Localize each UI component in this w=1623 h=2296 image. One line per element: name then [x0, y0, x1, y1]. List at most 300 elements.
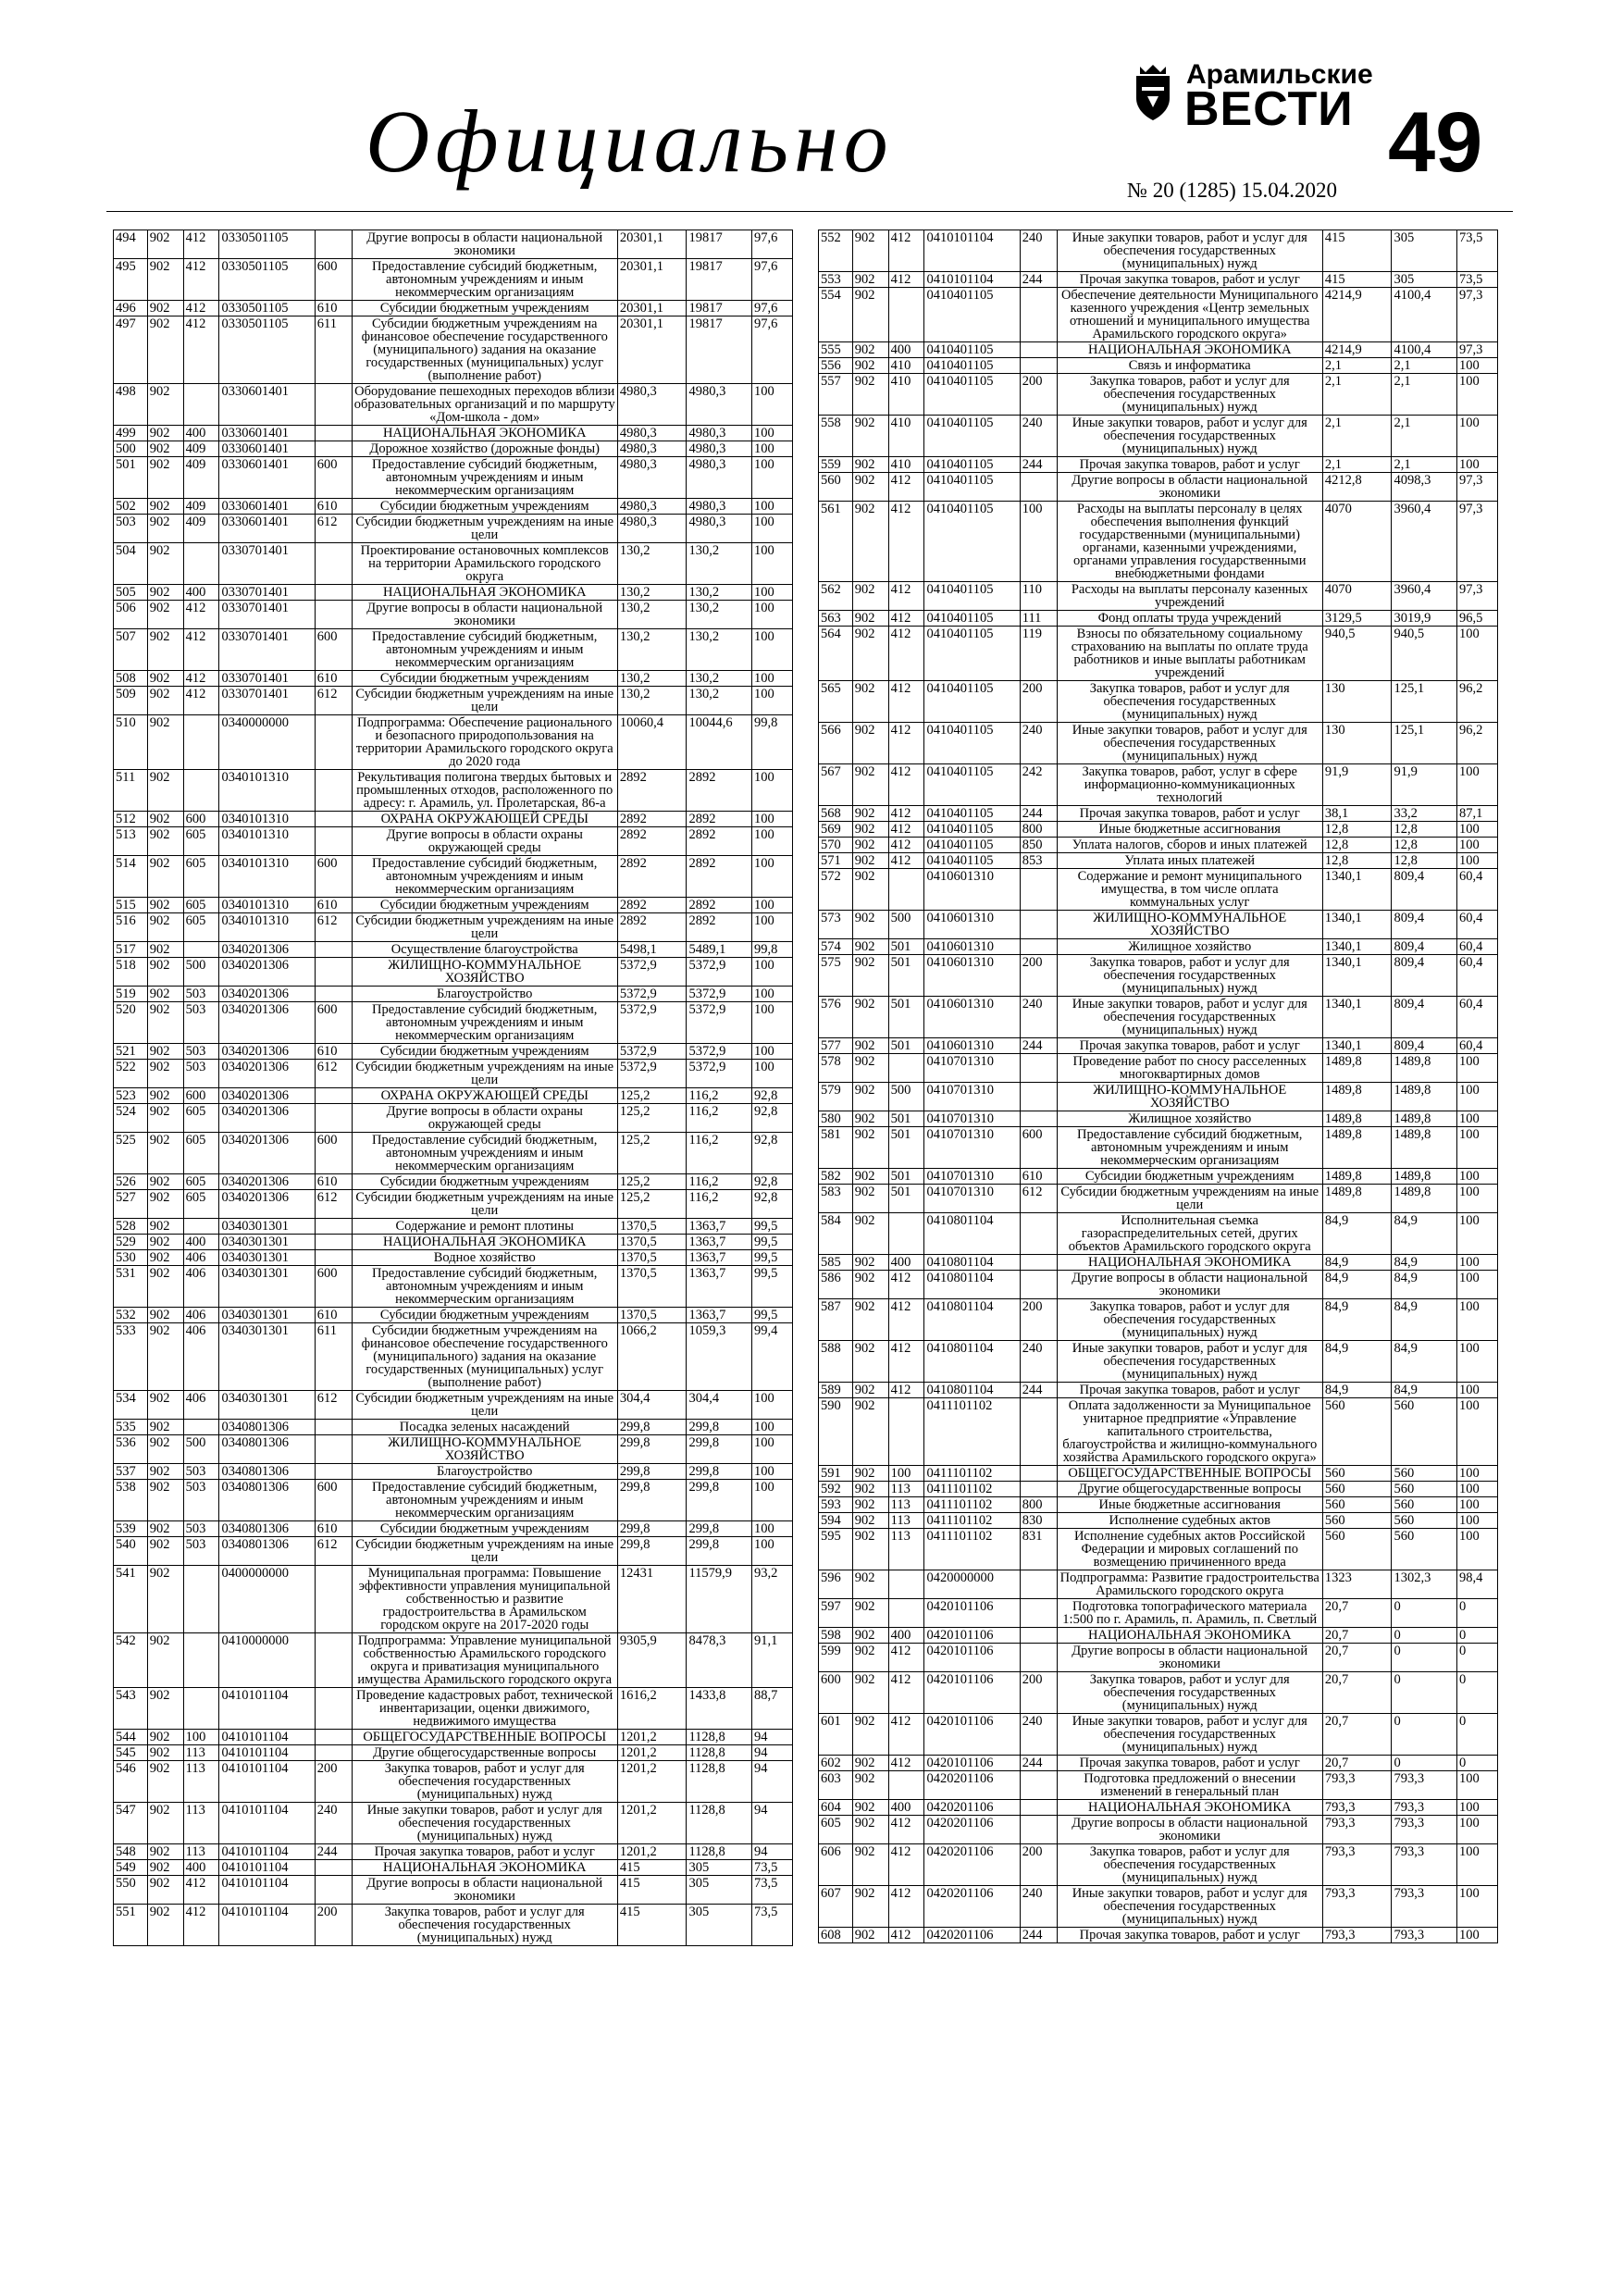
expense-type-cell: 244 — [1020, 1928, 1057, 1943]
section-code-cell: 113 — [183, 1844, 219, 1860]
row-number-cell: 597 — [819, 1599, 853, 1628]
section-code-cell: 412 — [888, 1756, 924, 1771]
table-row — [819, 416, 1498, 457]
actual-amount-cell: 4980,3 — [687, 441, 752, 457]
actual-amount-cell: 3960,4 — [1392, 502, 1457, 582]
ministry-code-cell: 902 — [147, 1420, 183, 1435]
section-code-cell — [183, 543, 219, 585]
percent-cell: 94 — [752, 1803, 793, 1844]
planned-amount-cell: 4070 — [1322, 502, 1392, 582]
actual-amount-cell: 940,5 — [1392, 627, 1457, 681]
percent-cell: 100 — [752, 1391, 793, 1420]
actual-amount-cell: 1489,8 — [1392, 1127, 1457, 1169]
ministry-code-cell: 902 — [852, 582, 888, 611]
table-row — [114, 601, 793, 629]
percent-cell: 100 — [752, 913, 793, 942]
target-article-cell: 0410401105 — [924, 582, 1020, 611]
target-article-cell: 0340301301 — [219, 1235, 315, 1250]
expense-type-cell — [315, 441, 352, 457]
section-code-cell: 409 — [183, 499, 219, 515]
row-number-cell: 572 — [819, 869, 853, 911]
row-number-cell: 526 — [114, 1174, 148, 1190]
row-number-cell: 587 — [819, 1299, 853, 1341]
percent-cell: 100 — [752, 585, 793, 601]
planned-amount-cell: 20301,1 — [617, 316, 687, 384]
section-code-cell: 412 — [888, 1844, 924, 1886]
target-article-cell: 0410101104 — [219, 1745, 315, 1761]
expense-type-cell: 612 — [315, 1060, 352, 1088]
target-article-cell: 0410801104 — [924, 1341, 1020, 1383]
expense-name-cell: Уплата налогов, сборов и иных платежей — [1057, 838, 1322, 853]
planned-amount-cell: 130 — [1322, 723, 1392, 764]
expense-name-cell: Оплата задолженности за Муниципальное унитарное предприятие «Управление капитального строительства, благоустройства и жилищно-коммунального хозяйства Арамильского городского округа» — [1057, 1398, 1322, 1466]
ministry-code-cell: 902 — [147, 913, 183, 942]
target-article-cell: 0340101310 — [219, 770, 315, 812]
percent-cell: 0 — [1457, 1628, 1498, 1644]
actual-amount-cell: 4100,4 — [1392, 288, 1457, 342]
section-code-cell: 412 — [888, 1271, 924, 1299]
row-number-cell: 540 — [114, 1537, 148, 1566]
ministry-code-cell: 902 — [147, 1235, 183, 1250]
ministry-code-cell: 902 — [852, 1886, 888, 1928]
actual-amount-cell: 4980,3 — [687, 457, 752, 499]
section-code-cell: 412 — [888, 681, 924, 723]
planned-amount-cell: 12,8 — [1322, 838, 1392, 853]
row-number-cell: 567 — [819, 764, 853, 806]
ministry-code-cell: 902 — [852, 838, 888, 853]
ministry-code-cell: 902 — [147, 1174, 183, 1190]
target-article-cell: 0340301301 — [219, 1250, 315, 1266]
target-article-cell: 0410000000 — [219, 1633, 315, 1688]
planned-amount-cell: 5372,9 — [617, 958, 687, 987]
percent-cell: 91,1 — [752, 1633, 793, 1688]
target-article-cell: 0410401105 — [924, 457, 1020, 473]
row-number-cell: 571 — [819, 853, 853, 869]
target-article-cell: 0340201306 — [219, 1088, 315, 1104]
expense-name-cell: НАЦИОНАЛЬНАЯ ЭКОНОМИКА — [1057, 1800, 1322, 1816]
ministry-code-cell: 902 — [852, 1672, 888, 1714]
ministry-code-cell: 902 — [147, 1219, 183, 1235]
target-article-cell: 0410701310 — [924, 1111, 1020, 1127]
issue-number-date: № 20 (1285) 15.04.2020 — [1127, 179, 1338, 202]
planned-amount-cell: 1323 — [1322, 1570, 1392, 1599]
planned-amount-cell: 793,3 — [1322, 1928, 1392, 1943]
ministry-code-cell: 902 — [852, 1341, 888, 1383]
expense-name-cell: Прочая закупка товаров, работ и услуг — [1057, 1756, 1322, 1771]
planned-amount-cell: 125,2 — [617, 1104, 687, 1133]
section-code-cell: 412 — [888, 272, 924, 288]
target-article-cell: 0340101310 — [219, 827, 315, 856]
table-row — [819, 1800, 1498, 1816]
table-row — [819, 1341, 1498, 1383]
expense-name-cell: Другие вопросы в области охраны окружающей среды — [352, 827, 617, 856]
planned-amount-cell: 38,1 — [1322, 806, 1392, 822]
row-number-cell: 508 — [114, 671, 148, 687]
percent-cell: 100 — [1457, 1213, 1498, 1255]
actual-amount-cell: 809,4 — [1392, 997, 1457, 1038]
row-number-cell: 521 — [114, 1044, 148, 1060]
target-article-cell: 0420101106 — [924, 1672, 1020, 1714]
percent-cell: 99,5 — [752, 1250, 793, 1266]
section-code-cell: 412 — [888, 1928, 924, 1943]
row-number-cell: 596 — [819, 1570, 853, 1599]
ministry-code-cell: 902 — [852, 911, 888, 939]
target-article-cell: 0340301301 — [219, 1219, 315, 1235]
expense-type-cell — [1020, 1466, 1057, 1482]
table-row — [819, 1529, 1498, 1570]
actual-amount-cell: 1363,7 — [687, 1235, 752, 1250]
expense-name-cell: Субсидии бюджетным учреждениям — [352, 1174, 617, 1190]
row-number-cell: 601 — [819, 1714, 853, 1756]
table-row — [819, 1398, 1498, 1466]
ministry-code-cell: 902 — [147, 316, 183, 384]
target-article-cell: 0340801306 — [219, 1480, 315, 1521]
target-article-cell: 0410701310 — [924, 1127, 1020, 1169]
percent-cell: 60,4 — [1457, 911, 1498, 939]
actual-amount-cell: 12,8 — [1392, 838, 1457, 853]
row-number-cell: 514 — [114, 856, 148, 898]
section-code-cell: 412 — [888, 822, 924, 838]
planned-amount-cell: 5372,9 — [617, 1002, 687, 1044]
section-code-cell: 412 — [183, 1905, 219, 1946]
planned-amount-cell: 20,7 — [1322, 1672, 1392, 1714]
section-code-cell: 412 — [183, 301, 219, 316]
target-article-cell: 0340101310 — [219, 812, 315, 827]
section-code-cell: 400 — [183, 426, 219, 441]
expense-type-cell: 244 — [1020, 1756, 1057, 1771]
ministry-code-cell: 902 — [147, 1688, 183, 1730]
header-rule — [106, 211, 1513, 212]
planned-amount-cell: 299,8 — [617, 1537, 687, 1566]
expense-type-cell: 600 — [315, 1133, 352, 1174]
row-number-cell: 595 — [819, 1529, 853, 1570]
table-row — [819, 1844, 1498, 1886]
section-code-cell — [183, 384, 219, 426]
section-code-cell: 600 — [183, 812, 219, 827]
target-article-cell: 0340801306 — [219, 1435, 315, 1464]
ministry-code-cell: 902 — [147, 1633, 183, 1688]
actual-amount-cell: 5489,1 — [687, 942, 752, 958]
ministry-code-cell: 902 — [147, 1190, 183, 1219]
table-row — [114, 543, 793, 585]
expense-name-cell: Закупка товаров, работ и услуг для обеспечения государственных (муниципальных) нужд — [1057, 681, 1322, 723]
row-number-cell: 607 — [819, 1886, 853, 1928]
table-row — [819, 681, 1498, 723]
section-code-cell: 400 — [183, 585, 219, 601]
section-code-cell: 605 — [183, 856, 219, 898]
percent-cell: 100 — [1457, 1513, 1498, 1529]
percent-cell: 100 — [1457, 1083, 1498, 1111]
actual-amount-cell: 560 — [1392, 1482, 1457, 1497]
table-row — [114, 1308, 793, 1323]
table-row — [114, 629, 793, 671]
table-row — [114, 687, 793, 715]
actual-amount-cell: 793,3 — [1392, 1886, 1457, 1928]
ministry-code-cell: 902 — [852, 723, 888, 764]
expense-name-cell: Субсидии бюджетным учреждениям на иные цели — [352, 515, 617, 543]
expense-type-cell — [1020, 473, 1057, 502]
ministry-code-cell: 902 — [852, 230, 888, 272]
section-code-cell: 503 — [183, 1044, 219, 1060]
actual-amount-cell: 2892 — [687, 812, 752, 827]
row-number-cell: 533 — [114, 1323, 148, 1391]
ministry-code-cell: 902 — [147, 585, 183, 601]
percent-cell: 97,6 — [752, 259, 793, 301]
table-row — [114, 1104, 793, 1133]
table-row — [819, 911, 1498, 939]
expense-type-cell: 200 — [1020, 1844, 1057, 1886]
right-column — [818, 230, 1498, 1943]
ministry-code-cell: 902 — [852, 1127, 888, 1169]
actual-amount-cell: 299,8 — [687, 1435, 752, 1464]
expense-type-cell: 600 — [315, 1480, 352, 1521]
section-code-cell: 605 — [183, 913, 219, 942]
table-row — [819, 1255, 1498, 1271]
target-article-cell: 0330501105 — [219, 259, 315, 301]
actual-amount-cell: 125,1 — [1392, 723, 1457, 764]
expense-name-cell: Расходы на выплаты персоналу казенных учреждений — [1057, 582, 1322, 611]
section-code-cell — [183, 770, 219, 812]
actual-amount-cell: 130,2 — [687, 671, 752, 687]
expense-type-cell: 610 — [315, 1174, 352, 1190]
expense-type-cell: 610 — [315, 1521, 352, 1537]
target-article-cell: 0410701310 — [924, 1054, 1020, 1083]
expense-name-cell: Закупка товаров, работ, услуг в сфере информационно-коммуникационных технологий — [1057, 764, 1322, 806]
target-article-cell: 0411101102 — [924, 1482, 1020, 1497]
row-number-cell: 524 — [114, 1104, 148, 1133]
target-article-cell: 0411101102 — [924, 1466, 1020, 1482]
ministry-code-cell: 902 — [147, 384, 183, 426]
expense-type-cell — [315, 1088, 352, 1104]
ministry-code-cell: 902 — [852, 627, 888, 681]
table-row — [819, 627, 1498, 681]
expense-name-cell: Другие вопросы в области национальной экономики — [352, 1876, 617, 1905]
expense-type-cell — [315, 230, 352, 259]
expense-name-cell: Закупка товаров, работ и услуг для обеспечения государственных (муниципальных) нужд — [1057, 1299, 1322, 1341]
planned-amount-cell: 793,3 — [1322, 1816, 1392, 1844]
section-code-cell: 400 — [888, 342, 924, 358]
ministry-code-cell: 902 — [147, 629, 183, 671]
row-number-cell: 539 — [114, 1521, 148, 1537]
expense-type-cell — [1020, 1083, 1057, 1111]
expense-type-cell — [1020, 358, 1057, 374]
expense-name-cell: Взносы по обязательному социальному страхованию на выплаты по оплате труда работников и иные выплаты работникам учреждений — [1057, 627, 1322, 681]
percent-cell: 100 — [752, 1464, 793, 1480]
planned-amount-cell: 5372,9 — [617, 987, 687, 1002]
percent-cell: 94 — [752, 1745, 793, 1761]
expense-type-cell: 612 — [315, 687, 352, 715]
target-article-cell: 0340201306 — [219, 1060, 315, 1088]
expense-name-cell: ЖИЛИЩНО-КОММУНАЛЬНОЕ ХОЗЯЙСТВО — [1057, 1083, 1322, 1111]
expense-name-cell: Другие вопросы в области национальной экономики — [1057, 1271, 1322, 1299]
section-code-cell: 412 — [888, 853, 924, 869]
section-code-cell: 412 — [183, 230, 219, 259]
section-code-cell: 113 — [888, 1513, 924, 1529]
target-article-cell: 0410101104 — [219, 1730, 315, 1745]
table-row — [114, 230, 793, 259]
expense-name-cell: Расходы на выплаты персоналу в целях обеспечения выполнения функций государственными (муниципальными) органами, казенными учреждениями, органами управления государственными внебюджетными фондами — [1057, 502, 1322, 582]
percent-cell: 100 — [752, 812, 793, 827]
percent-cell: 100 — [752, 671, 793, 687]
target-article-cell: 0420101106 — [924, 1644, 1020, 1672]
expense-type-cell — [1020, 342, 1057, 358]
target-article-cell: 0330601401 — [219, 384, 315, 426]
row-number-cell: 591 — [819, 1466, 853, 1482]
coat-of-arms-icon — [1129, 63, 1177, 122]
expense-type-cell — [1020, 1771, 1057, 1800]
expense-name-cell: Закупка товаров, работ и услуг для обеспечения государственных (муниципальных) нужд — [1057, 955, 1322, 997]
table-row — [819, 1672, 1498, 1714]
ministry-code-cell: 902 — [852, 764, 888, 806]
expense-type-cell: 600 — [315, 457, 352, 499]
percent-cell: 73,5 — [752, 1860, 793, 1876]
ministry-code-cell: 902 — [852, 473, 888, 502]
percent-cell: 73,5 — [752, 1905, 793, 1946]
expense-name-cell: Осуществление благоустройства — [352, 942, 617, 958]
percent-cell: 100 — [1457, 1341, 1498, 1383]
percent-cell: 100 — [1457, 1529, 1498, 1570]
expense-name-cell: Рекультивация полигона твердых бытовых и промышленных отходов, расположенного по адресу: г. Арамиль, ул. Пролетарская, 86-а — [352, 770, 617, 812]
expense-type-cell: 244 — [315, 1844, 352, 1860]
budget-table-right — [818, 230, 1498, 1943]
actual-amount-cell: 304,4 — [687, 1391, 752, 1420]
actual-amount-cell: 19817 — [687, 316, 752, 384]
percent-cell: 99,5 — [752, 1235, 793, 1250]
expense-type-cell: 200 — [1020, 955, 1057, 997]
table-row — [114, 384, 793, 426]
actual-amount-cell: 5372,9 — [687, 1044, 752, 1060]
expense-name-cell: Другие общегосударственные вопросы — [352, 1745, 617, 1761]
target-article-cell: 0411101102 — [924, 1513, 1020, 1529]
row-number-cell: 605 — [819, 1816, 853, 1844]
target-article-cell: 0340201306 — [219, 1190, 315, 1219]
table-row — [114, 812, 793, 827]
actual-amount-cell: 793,3 — [1392, 1771, 1457, 1800]
target-article-cell: 0340000000 — [219, 715, 315, 770]
row-number-cell: 554 — [819, 288, 853, 342]
percent-cell: 100 — [1457, 1771, 1498, 1800]
planned-amount-cell: 1489,8 — [1322, 1083, 1392, 1111]
expense-type-cell — [1020, 1398, 1057, 1466]
actual-amount-cell: 560 — [1392, 1529, 1457, 1570]
actual-amount-cell: 4098,3 — [1392, 473, 1457, 502]
left-column — [113, 230, 793, 1946]
planned-amount-cell: 84,9 — [1322, 1341, 1392, 1383]
target-article-cell: 0411101102 — [924, 1398, 1020, 1466]
expense-name-cell: Закупка товаров, работ и услуг для обеспечения государственных (муниципальных) нужд — [352, 1761, 617, 1803]
expense-type-cell — [315, 601, 352, 629]
target-article-cell: 0410401105 — [924, 358, 1020, 374]
actual-amount-cell: 84,9 — [1392, 1271, 1457, 1299]
expense-name-cell: Прочая закупка товаров, работ и услуг — [1057, 272, 1322, 288]
planned-amount-cell: 130,2 — [617, 629, 687, 671]
planned-amount-cell: 20,7 — [1322, 1599, 1392, 1628]
target-article-cell: 0340201306 — [219, 1104, 315, 1133]
row-number-cell: 517 — [114, 942, 148, 958]
row-number-cell: 564 — [819, 627, 853, 681]
ministry-code-cell: 902 — [147, 856, 183, 898]
row-number-cell: 576 — [819, 997, 853, 1038]
target-article-cell: 0330701401 — [219, 585, 315, 601]
ministry-code-cell: 902 — [852, 457, 888, 473]
table-row — [819, 374, 1498, 416]
expense-name-cell: НАЦИОНАЛЬНАЯ ЭКОНОМИКА — [1057, 1255, 1322, 1271]
expense-name-cell: Подготовка предложений о внесении изменений в генеральный план — [1057, 1771, 1322, 1800]
brand-name-top: Арамильские — [1186, 59, 1373, 90]
actual-amount-cell: 5372,9 — [687, 1002, 752, 1044]
table-row — [819, 1185, 1498, 1213]
expense-type-cell: 611 — [315, 1323, 352, 1391]
row-number-cell: 557 — [819, 374, 853, 416]
row-number-cell: 603 — [819, 1771, 853, 1800]
row-number-cell: 555 — [819, 342, 853, 358]
expense-name-cell: Субсидии бюджетным учреждениям на иные цели — [352, 1537, 617, 1566]
percent-cell: 100 — [1457, 374, 1498, 416]
planned-amount-cell: 1370,5 — [617, 1235, 687, 1250]
table-row — [114, 671, 793, 687]
planned-amount-cell: 299,8 — [617, 1480, 687, 1521]
actual-amount-cell: 2892 — [687, 770, 752, 812]
expense-type-cell: 850 — [1020, 838, 1057, 853]
section-code-cell — [183, 1688, 219, 1730]
target-article-cell: 0420201106 — [924, 1800, 1020, 1816]
row-number-cell: 548 — [114, 1844, 148, 1860]
row-number-cell: 588 — [819, 1341, 853, 1383]
expense-type-cell — [315, 1876, 352, 1905]
expense-name-cell: ЖИЛИЩНО-КОММУНАЛЬНОЕ ХОЗЯЙСТВО — [1057, 911, 1322, 939]
planned-amount-cell: 1340,1 — [1322, 1038, 1392, 1054]
target-article-cell: 0340201306 — [219, 1133, 315, 1174]
section-code-cell: 501 — [888, 939, 924, 955]
planned-amount-cell: 4214,9 — [1322, 342, 1392, 358]
expense-type-cell — [315, 1745, 352, 1761]
table-row — [819, 1714, 1498, 1756]
row-number-cell: 563 — [819, 611, 853, 627]
expense-name-cell: Исполнение судебных актов Российской Федерации и мировых соглашений по возмещению причиненного вреда — [1057, 1529, 1322, 1570]
ministry-code-cell: 902 — [147, 1480, 183, 1521]
percent-cell: 97,6 — [752, 301, 793, 316]
actual-amount-cell: 116,2 — [687, 1088, 752, 1104]
expense-name-cell: Другие общегосударственные вопросы — [1057, 1482, 1322, 1497]
planned-amount-cell: 84,9 — [1322, 1255, 1392, 1271]
row-number-cell: 606 — [819, 1844, 853, 1886]
planned-amount-cell: 2892 — [617, 812, 687, 827]
planned-amount-cell: 560 — [1322, 1529, 1392, 1570]
actual-amount-cell: 0 — [1392, 1756, 1457, 1771]
row-number-cell: 520 — [114, 1002, 148, 1044]
expense-type-cell — [1020, 1255, 1057, 1271]
planned-amount-cell: 2892 — [617, 856, 687, 898]
actual-amount-cell: 5372,9 — [687, 958, 752, 987]
table-row — [114, 426, 793, 441]
actual-amount-cell: 19817 — [687, 301, 752, 316]
percent-cell: 92,8 — [752, 1133, 793, 1174]
row-number-cell: 579 — [819, 1083, 853, 1111]
row-number-cell: 498 — [114, 384, 148, 426]
section-code-cell: 501 — [888, 1185, 924, 1213]
planned-amount-cell: 84,9 — [1322, 1383, 1392, 1398]
expense-name-cell: Подготовка топографического материала 1:500 по г. Арамиль, п. Арамиль, п. Светлый — [1057, 1599, 1322, 1628]
actual-amount-cell: 1363,7 — [687, 1266, 752, 1308]
target-article-cell: 0410101104 — [219, 1860, 315, 1876]
table-row — [114, 1876, 793, 1905]
section-rubric: Официально — [365, 92, 894, 191]
planned-amount-cell: 1340,1 — [1322, 939, 1392, 955]
target-article-cell: 0330701401 — [219, 687, 315, 715]
expense-name-cell: Предоставление субсидий бюджетным, автономным учреждениям и иным некоммерческим организациям — [352, 856, 617, 898]
table-row — [114, 1521, 793, 1537]
row-number-cell: 501 — [114, 457, 148, 499]
